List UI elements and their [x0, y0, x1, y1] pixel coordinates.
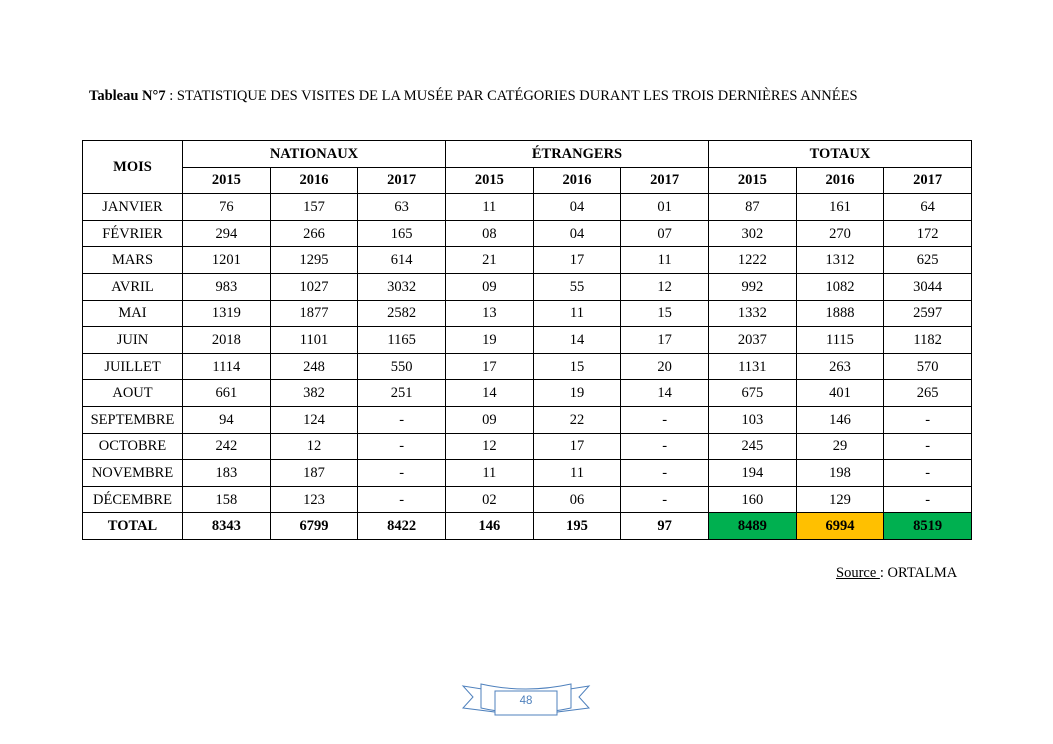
value-cell: 11 [445, 460, 533, 487]
value-cell: 2037 [708, 327, 796, 354]
month-cell: NOVEMBRE [83, 460, 183, 487]
value-cell: 198 [796, 460, 884, 487]
value-cell: 3032 [358, 273, 446, 300]
value-cell: - [358, 486, 446, 513]
total-cell-highlight-2016: 6994 [796, 513, 884, 540]
value-cell: 19 [445, 327, 533, 354]
value-cell: 02 [445, 486, 533, 513]
value-cell: 248 [270, 353, 358, 380]
value-cell: 157 [270, 194, 358, 221]
value-cell: 1295 [270, 247, 358, 274]
value-cell: 263 [796, 353, 884, 380]
month-cell: AVRIL [83, 273, 183, 300]
year-header: 2015 [445, 167, 533, 194]
value-cell: 103 [708, 406, 796, 433]
total-cell: 8422 [358, 513, 446, 540]
value-cell: 11 [533, 460, 621, 487]
table-row [83, 273, 972, 300]
month-cell: JUILLET [83, 353, 183, 380]
value-cell: 2597 [884, 300, 972, 327]
source-label: Source [836, 565, 880, 581]
value-cell: 17 [445, 353, 533, 380]
value-cell: 161 [796, 194, 884, 221]
value-cell: 76 [183, 194, 271, 221]
value-cell: 14 [533, 327, 621, 354]
value-cell: 55 [533, 273, 621, 300]
table-row [83, 406, 972, 433]
value-cell: 1082 [796, 273, 884, 300]
year-header: 2017 [884, 167, 972, 194]
value-cell: 265 [884, 380, 972, 407]
table-row [83, 353, 972, 380]
caption-text: : STATISTIQUE DES VISITES DE LA MUSÉE PAR CATÉGORIES DURANT LES TROIS DERNIÈRES ANNÉES [165, 88, 858, 104]
year-header: 2017 [358, 167, 446, 194]
value-cell: - [358, 433, 446, 460]
value-cell: 15 [621, 300, 709, 327]
value-cell: 172 [884, 220, 972, 247]
value-cell: 22 [533, 406, 621, 433]
caption-label: Tableau N°7 [89, 88, 166, 104]
value-cell: 661 [183, 380, 271, 407]
page-number-banner [461, 682, 591, 718]
group-header-etrangers: ÉTRANGERS [445, 141, 708, 168]
value-cell: 1027 [270, 273, 358, 300]
value-cell: 17 [621, 327, 709, 354]
value-cell: 123 [270, 486, 358, 513]
value-cell: 04 [533, 220, 621, 247]
value-cell: 187 [270, 460, 358, 487]
value-cell: - [621, 460, 709, 487]
total-row [83, 513, 972, 540]
value-cell: - [621, 406, 709, 433]
value-cell: 64 [884, 194, 972, 221]
value-cell: - [884, 486, 972, 513]
value-cell: 13 [445, 300, 533, 327]
value-cell: 146 [796, 406, 884, 433]
value-cell: - [358, 460, 446, 487]
value-cell: 382 [270, 380, 358, 407]
value-cell: 11 [445, 194, 533, 221]
value-cell: - [621, 486, 709, 513]
table-row [83, 220, 972, 247]
table-row [83, 300, 972, 327]
year-header: 2015 [708, 167, 796, 194]
value-cell: 1165 [358, 327, 446, 354]
table-row [83, 327, 972, 354]
value-cell: 158 [183, 486, 271, 513]
value-cell: 87 [708, 194, 796, 221]
value-cell: 266 [270, 220, 358, 247]
value-cell: - [884, 460, 972, 487]
value-cell: 2582 [358, 300, 446, 327]
value-cell: 06 [533, 486, 621, 513]
value-cell: 11 [533, 300, 621, 327]
value-cell: 165 [358, 220, 446, 247]
value-cell: 129 [796, 486, 884, 513]
value-cell: - [884, 406, 972, 433]
value-cell: 625 [884, 247, 972, 274]
value-cell: 63 [358, 194, 446, 221]
value-cell: 12 [621, 273, 709, 300]
total-cell-highlight-2017: 8519 [884, 513, 972, 540]
group-header-nationaux: NATIONAUX [183, 141, 446, 168]
value-cell: 160 [708, 486, 796, 513]
value-cell: 21 [445, 247, 533, 274]
total-cell: 6799 [270, 513, 358, 540]
table-row [83, 486, 972, 513]
value-cell: 1114 [183, 353, 271, 380]
total-cell: 195 [533, 513, 621, 540]
value-cell: 08 [445, 220, 533, 247]
value-cell: 09 [445, 406, 533, 433]
value-cell: 245 [708, 433, 796, 460]
month-cell: FÉVRIER [83, 220, 183, 247]
value-cell: 124 [270, 406, 358, 433]
year-header: 2015 [183, 167, 271, 194]
month-cell: JUIN [83, 327, 183, 354]
value-cell: 570 [884, 353, 972, 380]
month-cell: MAI [83, 300, 183, 327]
value-cell: 12 [270, 433, 358, 460]
value-cell: - [621, 433, 709, 460]
value-cell: 17 [533, 247, 621, 274]
table-row [83, 194, 972, 221]
value-cell: 01 [621, 194, 709, 221]
value-cell: 294 [183, 220, 271, 247]
value-cell: 1115 [796, 327, 884, 354]
month-cell: SEPTEMBRE [83, 406, 183, 433]
value-cell: 983 [183, 273, 271, 300]
value-cell: - [884, 433, 972, 460]
value-cell: 15 [533, 353, 621, 380]
year-header-row [83, 167, 972, 194]
month-cell: DÉCEMBRE [83, 486, 183, 513]
value-cell: 1201 [183, 247, 271, 274]
value-cell: 29 [796, 433, 884, 460]
source-note [836, 565, 957, 582]
group-header-totaux: TOTAUX [708, 141, 971, 168]
value-cell: 20 [621, 353, 709, 380]
value-cell: 04 [533, 194, 621, 221]
month-cell: JANVIER [83, 194, 183, 221]
value-cell: 14 [445, 380, 533, 407]
group-header-row [83, 141, 972, 168]
total-cell: 8343 [183, 513, 271, 540]
table-row [83, 380, 972, 407]
source-value: : ORTALMA [879, 565, 958, 581]
value-cell: 09 [445, 273, 533, 300]
value-cell: 183 [183, 460, 271, 487]
year-header: 2017 [621, 167, 709, 194]
value-cell: 1877 [270, 300, 358, 327]
value-cell: 270 [796, 220, 884, 247]
table-row [83, 247, 972, 274]
value-cell: - [358, 406, 446, 433]
value-cell: 17 [533, 433, 621, 460]
value-cell: 251 [358, 380, 446, 407]
total-label: TOTAL [83, 513, 183, 540]
value-cell: 1312 [796, 247, 884, 274]
value-cell: 1222 [708, 247, 796, 274]
value-cell: 1101 [270, 327, 358, 354]
value-cell: 992 [708, 273, 796, 300]
value-cell: 94 [183, 406, 271, 433]
value-cell: 1131 [708, 353, 796, 380]
table-caption [89, 88, 858, 105]
total-cell: 97 [621, 513, 709, 540]
table-row [83, 433, 972, 460]
value-cell: 19 [533, 380, 621, 407]
value-cell: 2018 [183, 327, 271, 354]
value-cell: 614 [358, 247, 446, 274]
value-cell: 1888 [796, 300, 884, 327]
table-row [83, 460, 972, 487]
year-header: 2016 [533, 167, 621, 194]
value-cell: 1319 [183, 300, 271, 327]
value-cell: 07 [621, 220, 709, 247]
month-cell: OCTOBRE [83, 433, 183, 460]
value-cell: 12 [445, 433, 533, 460]
month-cell: AOUT [83, 380, 183, 407]
page-number: 48 [519, 695, 533, 707]
value-cell: 1182 [884, 327, 972, 354]
mois-header: MOIS [83, 141, 183, 194]
year-header: 2016 [270, 167, 358, 194]
value-cell: 675 [708, 380, 796, 407]
value-cell: 242 [183, 433, 271, 460]
total-cell-highlight-2015: 8489 [708, 513, 796, 540]
value-cell: 14 [621, 380, 709, 407]
year-header: 2016 [796, 167, 884, 194]
visits-table [82, 140, 972, 540]
month-cell: MARS [83, 247, 183, 274]
value-cell: 11 [621, 247, 709, 274]
value-cell: 550 [358, 353, 446, 380]
value-cell: 401 [796, 380, 884, 407]
value-cell: 1332 [708, 300, 796, 327]
value-cell: 194 [708, 460, 796, 487]
total-cell: 146 [445, 513, 533, 540]
value-cell: 302 [708, 220, 796, 247]
value-cell: 3044 [884, 273, 972, 300]
